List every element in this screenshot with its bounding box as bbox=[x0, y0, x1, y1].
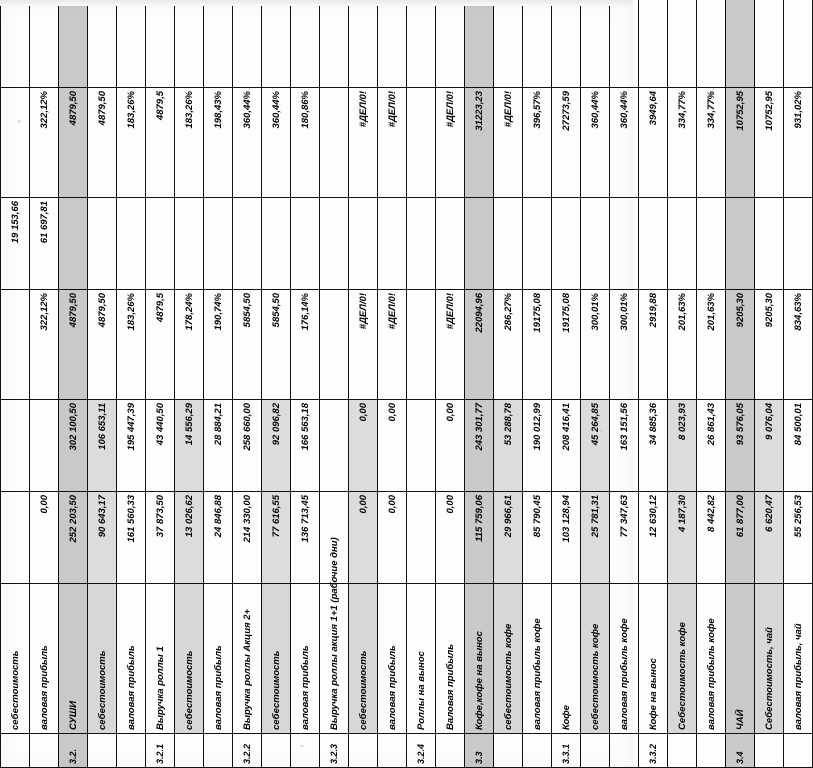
table-row bbox=[407, 0, 436, 768]
row-code: 3.3 bbox=[465, 734, 494, 768]
row-margin-cell bbox=[291, 0, 320, 88]
row-value-fact: 190 012,99 bbox=[523, 400, 552, 492]
row-value-year-plan bbox=[262, 198, 291, 290]
row-value-percent: 4879,5 bbox=[146, 290, 175, 400]
row-code bbox=[262, 734, 291, 768]
row-value-year-plan bbox=[784, 198, 813, 290]
row-value-year-percent: 360,44% bbox=[262, 88, 291, 198]
row-value-year-percent: 27273,59 bbox=[552, 88, 581, 198]
table-row bbox=[349, 0, 378, 768]
row-code: 3.2. bbox=[59, 734, 88, 768]
row-name: валовая прибыль bbox=[30, 584, 59, 734]
row-value-year-percent: #ДЕЛ/0! bbox=[349, 88, 378, 198]
row-margin-cell bbox=[349, 0, 378, 88]
row-value-year-plan bbox=[59, 198, 88, 290]
row-value-year-plan bbox=[349, 198, 378, 290]
row-value-plan: 24 846,88 bbox=[204, 492, 233, 584]
row-value-plan: 115 759,06 bbox=[465, 492, 494, 584]
row-value-percent: 5854,50 bbox=[233, 290, 262, 400]
row-code bbox=[697, 734, 726, 768]
row-code bbox=[30, 734, 59, 768]
row-value-year-percent: 31223,23 bbox=[465, 88, 494, 198]
row-value-plan: 90 643,17 bbox=[88, 492, 117, 584]
row-margin-cell bbox=[436, 0, 465, 88]
row-value-percent: 178,24% bbox=[175, 290, 204, 400]
row-value-year-percent: 360,44% bbox=[610, 88, 639, 198]
row-value-year-plan bbox=[552, 198, 581, 290]
row-value-year-percent: 183,26% bbox=[175, 88, 204, 198]
table-row bbox=[175, 0, 204, 768]
row-value-fact: 45 264,85 bbox=[581, 400, 610, 492]
row-code bbox=[523, 734, 552, 768]
row-value-fact: 84 500,01 bbox=[784, 400, 813, 492]
row-value-fact: 28 884,21 bbox=[204, 400, 233, 492]
row-margin-cell bbox=[262, 0, 291, 88]
table-row bbox=[378, 0, 407, 768]
row-margin-cell bbox=[726, 0, 755, 88]
table-row bbox=[320, 0, 349, 768]
row-value-year-plan bbox=[233, 198, 262, 290]
row-margin-cell bbox=[30, 0, 59, 88]
row-code bbox=[378, 734, 407, 768]
row-value-year-percent: 360,44% bbox=[581, 88, 610, 198]
row-value-year-percent: #ДЕЛ/0! bbox=[494, 88, 523, 198]
row-code bbox=[581, 734, 610, 768]
row-value-year-percent bbox=[1, 88, 30, 198]
row-value-plan: 25 781,31 bbox=[581, 492, 610, 584]
row-value-year-plan bbox=[204, 198, 233, 290]
row-margin-cell bbox=[407, 0, 436, 88]
row-name: валовая прибыль bbox=[117, 584, 146, 734]
row-value-plan: 214 330,00 bbox=[233, 492, 262, 584]
row-name: Выручка роллы акция 1+1 (рабочие дни) bbox=[320, 584, 349, 734]
row-value-year-plan bbox=[88, 198, 117, 290]
row-value-plan: 0,00 bbox=[436, 492, 465, 584]
row-value-year-percent: #ДЕЛ/0! bbox=[436, 88, 465, 198]
row-value-plan: 103 128,94 bbox=[552, 492, 581, 584]
row-margin-cell bbox=[697, 0, 726, 88]
row-value-year-plan bbox=[117, 198, 146, 290]
row-value-fact: 243 301,77 bbox=[465, 400, 494, 492]
row-code bbox=[204, 734, 233, 768]
row-code: 3.3.1 bbox=[552, 734, 581, 768]
row-value-percent bbox=[407, 290, 436, 400]
row-value-percent: 9205,30 bbox=[726, 290, 755, 400]
table-row bbox=[88, 0, 117, 768]
row-name: СУШИ bbox=[59, 584, 88, 734]
row-value-year-plan bbox=[668, 198, 697, 290]
row-value-year-plan bbox=[407, 198, 436, 290]
row-margin-cell bbox=[1, 0, 30, 88]
row-value-percent: 300,01% bbox=[610, 290, 639, 400]
row-name: Себестоимость, чай bbox=[755, 584, 784, 734]
row-value-year-percent: 3949,64 bbox=[639, 88, 668, 198]
row-name: себестоимость bbox=[175, 584, 204, 734]
row-name: валовая прибыль кофе bbox=[610, 584, 639, 734]
row-value-percent: 322,12% bbox=[30, 290, 59, 400]
row-value-year-percent: 198,43% bbox=[204, 88, 233, 198]
row-value-percent: 2919,88 bbox=[639, 290, 668, 400]
row-name: валовая прибыль кофе bbox=[523, 584, 552, 734]
row-value-year-percent: 4879,50 bbox=[59, 88, 88, 198]
row-value-year-percent: 396,57% bbox=[523, 88, 552, 198]
row-value-percent: 201,63% bbox=[668, 290, 697, 400]
table-row bbox=[552, 0, 581, 768]
row-value-fact: 8 023,93 bbox=[668, 400, 697, 492]
table-row bbox=[291, 0, 320, 768]
row-value-plan: 136 713,45 bbox=[291, 492, 320, 584]
row-name: себестоимость кофе bbox=[494, 584, 523, 734]
table-row bbox=[494, 0, 523, 768]
row-value-percent: 834,63% bbox=[784, 290, 813, 400]
row-value-plan: 6 620,47 bbox=[755, 492, 784, 584]
table-row bbox=[59, 0, 88, 768]
row-value-year-plan bbox=[436, 198, 465, 290]
row-margin-cell bbox=[320, 0, 349, 88]
row-margin-cell bbox=[378, 0, 407, 88]
row-code bbox=[117, 734, 146, 768]
row-value-percent: 286,27% bbox=[494, 290, 523, 400]
row-value-percent: 9205,30 bbox=[755, 290, 784, 400]
row-value-year-percent: 10752,95 bbox=[755, 88, 784, 198]
table-body bbox=[1, 0, 813, 768]
row-value-plan: 0,00 bbox=[349, 492, 378, 584]
table-row bbox=[639, 0, 668, 768]
row-value-year-plan bbox=[494, 198, 523, 290]
row-value-year-percent: 322,12% bbox=[30, 88, 59, 198]
row-value-year-plan bbox=[639, 198, 668, 290]
row-value-year-plan bbox=[523, 198, 552, 290]
row-value-percent: #ДЕЛ/0! bbox=[436, 290, 465, 400]
row-value-year-plan bbox=[726, 198, 755, 290]
row-margin-cell bbox=[494, 0, 523, 88]
row-value-percent bbox=[1, 290, 30, 400]
row-value-percent: #ДЕЛ/0! bbox=[378, 290, 407, 400]
row-margin-cell bbox=[610, 0, 639, 88]
row-value-plan bbox=[1, 492, 30, 584]
row-margin-cell bbox=[639, 0, 668, 88]
row-value-fact: 92 096,82 bbox=[262, 400, 291, 492]
row-code bbox=[349, 734, 378, 768]
row-value-fact: 106 653,11 bbox=[88, 400, 117, 492]
row-value-fact: 195 447,39 bbox=[117, 400, 146, 492]
row-value-fact: 34 885,36 bbox=[639, 400, 668, 492]
row-value-percent: 183,26% bbox=[117, 290, 146, 400]
row-value-fact: 302 100,50 bbox=[59, 400, 88, 492]
row-margin-cell bbox=[523, 0, 552, 88]
row-value-plan: 37 873,50 bbox=[146, 492, 175, 584]
row-value-year-plan bbox=[378, 198, 407, 290]
row-name: валовая прибыль, чай bbox=[784, 584, 813, 734]
row-value-year-percent bbox=[320, 88, 349, 198]
row-value-percent bbox=[320, 290, 349, 400]
row-code bbox=[610, 734, 639, 768]
row-value-fact: 0,00 bbox=[349, 400, 378, 492]
row-code bbox=[291, 734, 320, 768]
row-value-year-percent: #ДЕЛ/0! bbox=[378, 88, 407, 198]
row-code bbox=[784, 734, 813, 768]
table-row bbox=[581, 0, 610, 768]
row-margin-cell bbox=[581, 0, 610, 88]
row-value-plan: 8 442,82 bbox=[697, 492, 726, 584]
row-value-plan: 12 630,12 bbox=[639, 492, 668, 584]
row-margin-cell bbox=[755, 0, 784, 88]
row-name: валовая прибыль bbox=[291, 584, 320, 734]
table-row bbox=[204, 0, 233, 768]
table-row bbox=[755, 0, 784, 768]
row-value-fact: 53 288,78 bbox=[494, 400, 523, 492]
row-value-percent: #ДЕЛ/0! bbox=[349, 290, 378, 400]
row-value-fact: 26 861,43 bbox=[697, 400, 726, 492]
row-value-plan: 29 966,61 bbox=[494, 492, 523, 584]
row-name: Выручка роллы Акция 2+ bbox=[233, 584, 262, 734]
scan-speck bbox=[600, 430, 602, 432]
row-name: Валовая прибыль bbox=[436, 584, 465, 734]
row-value-fact: 258 660,00 bbox=[233, 400, 262, 492]
row-value-year-plan bbox=[755, 198, 784, 290]
row-code: 3.2.4 bbox=[407, 734, 436, 768]
row-value-plan: 13 026,62 bbox=[175, 492, 204, 584]
row-code bbox=[88, 734, 117, 768]
row-value-year-percent: 334,77% bbox=[668, 88, 697, 198]
row-value-fact: 166 563,18 bbox=[291, 400, 320, 492]
row-value-year-plan bbox=[175, 198, 204, 290]
row-code bbox=[175, 734, 204, 768]
row-value-percent: 4879,50 bbox=[59, 290, 88, 400]
table-row bbox=[30, 0, 59, 768]
row-name: ЧАЙ bbox=[726, 584, 755, 734]
row-value-year-plan bbox=[697, 198, 726, 290]
row-value-year-percent: 360,44% bbox=[233, 88, 262, 198]
row-value-plan bbox=[407, 492, 436, 584]
row-name: Кофе bbox=[552, 584, 581, 734]
row-code: 3.3.2 bbox=[639, 734, 668, 768]
row-value-fact: 9 076,04 bbox=[755, 400, 784, 492]
row-margin-cell bbox=[88, 0, 117, 88]
row-value-fact bbox=[320, 400, 349, 492]
row-value-percent: 19175,08 bbox=[552, 290, 581, 400]
row-value-year-percent: 10752,95 bbox=[726, 88, 755, 198]
row-code: 3.2.2 bbox=[233, 734, 262, 768]
row-value-plan: 0,00 bbox=[378, 492, 407, 584]
row-value-fact bbox=[407, 400, 436, 492]
row-margin-cell bbox=[117, 0, 146, 88]
scan-speck bbox=[300, 745, 304, 747]
row-value-plan: 252 203,50 bbox=[59, 492, 88, 584]
row-value-fact: 208 416,41 bbox=[552, 400, 581, 492]
table-row bbox=[668, 0, 697, 768]
row-value-plan: 85 790,45 bbox=[523, 492, 552, 584]
row-value-year-percent: 334,77% bbox=[697, 88, 726, 198]
row-value-year-percent: 4879,5 bbox=[146, 88, 175, 198]
row-value-percent: 176,14% bbox=[291, 290, 320, 400]
row-name: валовая прибыль bbox=[378, 584, 407, 734]
row-value-fact: 163 151,56 bbox=[610, 400, 639, 492]
row-code: 3.2.3 bbox=[320, 734, 349, 768]
row-margin-cell bbox=[233, 0, 262, 88]
row-value-year-percent: 183,26% bbox=[117, 88, 146, 198]
row-name: валовая прибыль кофе bbox=[697, 584, 726, 734]
row-value-plan: 4 187,30 bbox=[668, 492, 697, 584]
table-row bbox=[523, 0, 552, 768]
table-row bbox=[146, 0, 175, 768]
row-value-year-plan bbox=[610, 198, 639, 290]
row-value-percent: 201,63% bbox=[697, 290, 726, 400]
row-value-percent: 4879,50 bbox=[88, 290, 117, 400]
table-row bbox=[726, 0, 755, 768]
table-row bbox=[1, 0, 30, 768]
row-value-plan: 77 616,55 bbox=[262, 492, 291, 584]
row-value-fact: 93 576,05 bbox=[726, 400, 755, 492]
row-value-fact: 43 440,50 bbox=[146, 400, 175, 492]
row-value-plan: 55 256,53 bbox=[784, 492, 813, 584]
row-code bbox=[436, 734, 465, 768]
row-margin-cell bbox=[175, 0, 204, 88]
row-margin-cell bbox=[146, 0, 175, 88]
row-value-year-plan bbox=[146, 198, 175, 290]
row-value-fact bbox=[1, 400, 30, 492]
table-row bbox=[436, 0, 465, 768]
row-value-fact bbox=[30, 400, 59, 492]
table-row bbox=[117, 0, 146, 768]
row-margin-cell bbox=[204, 0, 233, 88]
row-value-percent: 22094,96 bbox=[465, 290, 494, 400]
row-value-plan: 161 560,33 bbox=[117, 492, 146, 584]
row-value-year-percent: 931,02% bbox=[784, 88, 813, 198]
table-row bbox=[610, 0, 639, 768]
row-value-year-plan bbox=[291, 198, 320, 290]
table-row bbox=[697, 0, 726, 768]
row-value-fact: 0,00 bbox=[378, 400, 407, 492]
row-code: 3.4 bbox=[726, 734, 755, 768]
row-name: себестоимость bbox=[262, 584, 291, 734]
row-code: 3.2.1 bbox=[146, 734, 175, 768]
row-name: Кофе,кофе на вынос bbox=[465, 584, 494, 734]
row-value-percent: 19175,08 bbox=[523, 290, 552, 400]
row-value-plan: 0,00 bbox=[30, 492, 59, 584]
row-name: Роллы на вынос bbox=[407, 584, 436, 734]
row-value-percent: 300,01% bbox=[581, 290, 610, 400]
row-value-year-plan: 61 697,81 bbox=[30, 198, 59, 290]
row-value-year-plan: 19 153,66 bbox=[1, 198, 30, 290]
row-margin-cell bbox=[465, 0, 494, 88]
row-margin-cell bbox=[668, 0, 697, 88]
row-name: себестоимость кофе bbox=[581, 584, 610, 734]
row-name: Себестоимость кофе bbox=[668, 584, 697, 734]
table-row bbox=[465, 0, 494, 768]
row-name: Выручка роллы 1 bbox=[146, 584, 175, 734]
scan-top-band bbox=[0, 0, 633, 6]
row-margin-cell bbox=[784, 0, 813, 88]
row-value-percent: 190,74% bbox=[204, 290, 233, 400]
row-code bbox=[494, 734, 523, 768]
row-name: себестоимость bbox=[1, 584, 30, 734]
row-value-plan: 61 877,00 bbox=[726, 492, 755, 584]
row-value-year-plan bbox=[320, 198, 349, 290]
row-margin-cell bbox=[552, 0, 581, 88]
row-value-fact: 0,00 bbox=[436, 400, 465, 492]
table-row bbox=[784, 0, 813, 768]
row-code bbox=[1, 734, 30, 768]
row-name: себестоимость bbox=[88, 584, 117, 734]
row-value-year-percent: 180,86% bbox=[291, 88, 320, 198]
row-code bbox=[755, 734, 784, 768]
row-name: валовая прибыль bbox=[204, 584, 233, 734]
row-value-percent: 5854,50 bbox=[262, 290, 291, 400]
row-value-year-plan bbox=[465, 198, 494, 290]
table-row bbox=[233, 0, 262, 768]
table-row bbox=[262, 0, 291, 768]
scan-speck bbox=[18, 120, 21, 123]
row-value-year-plan bbox=[581, 198, 610, 290]
row-name: себестоимость bbox=[349, 584, 378, 734]
row-value-year-percent: 4879,50 bbox=[88, 88, 117, 198]
row-value-fact: 14 556,29 bbox=[175, 400, 204, 492]
row-value-plan: 77 347,63 bbox=[610, 492, 639, 584]
row-margin-cell bbox=[59, 0, 88, 88]
row-value-year-percent bbox=[407, 88, 436, 198]
row-name: Кофе на вынос bbox=[639, 584, 668, 734]
row-code bbox=[668, 734, 697, 768]
